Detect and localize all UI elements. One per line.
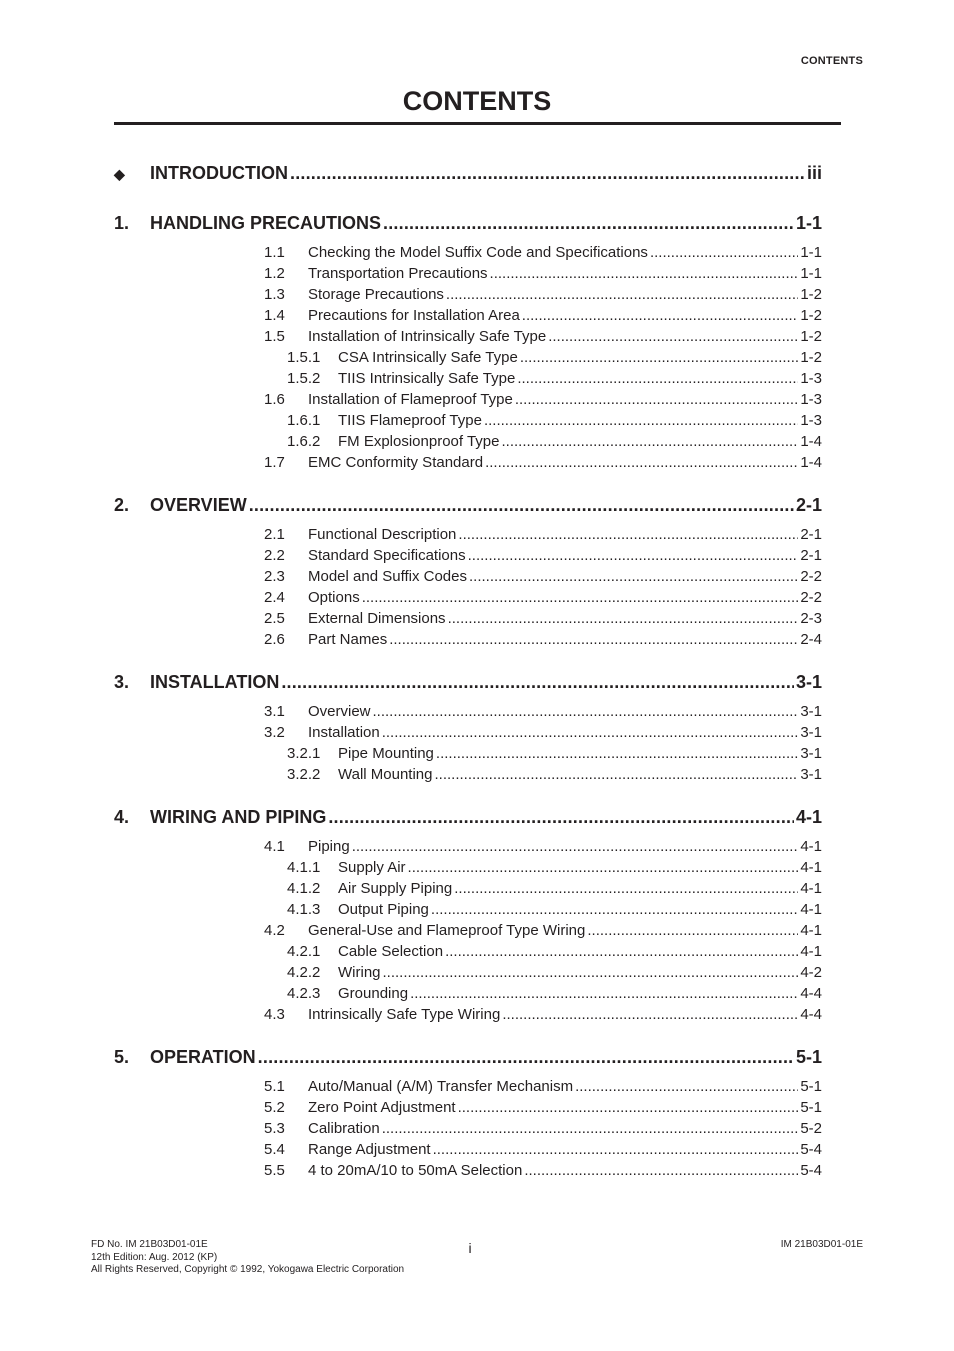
section-label: General-Use and Flameproof Type Wiring <box>308 922 586 939</box>
section-page: 3-1 <box>800 703 822 720</box>
toc-section-entry[interactable] <box>264 244 822 261</box>
section-page: 1-2 <box>800 349 822 366</box>
section-number: 2.3 <box>264 568 285 585</box>
section-label: Storage Precautions <box>308 286 444 303</box>
section-number: 3.1 <box>264 703 285 720</box>
toc-section-entry[interactable] <box>287 433 822 450</box>
section-page: 5-2 <box>800 1120 822 1137</box>
section-label: Pipe Mounting <box>338 745 434 762</box>
toc-section-entry[interactable] <box>264 1099 822 1116</box>
leader-dots <box>290 163 805 184</box>
page-title: CONTENTS <box>402 86 552 116</box>
leader-dots <box>383 213 794 234</box>
section-label: Wall Mounting <box>338 766 433 783</box>
section-number: 1.5.2 <box>287 370 321 387</box>
toc-section-entry[interactable] <box>287 766 822 783</box>
leader-dots <box>258 1047 794 1068</box>
section-number: 5.2 <box>264 1099 285 1116</box>
section-label: Supply Air <box>338 859 406 876</box>
chapter-number: 2. <box>114 495 130 515</box>
diamond-bullet-icon: ◆ <box>114 166 125 182</box>
section-label: Transportation Precautions <box>308 265 488 282</box>
section-number: 4.2.2 <box>287 964 321 981</box>
section-page: 1-2 <box>800 328 822 345</box>
section-label: Precautions for Installation Area <box>308 307 520 324</box>
section-number: 4.1.1 <box>287 859 321 876</box>
section-label: Air Supply Piping <box>338 880 453 897</box>
chapter-number: 5. <box>114 1047 130 1067</box>
section-number: 5.1 <box>264 1078 285 1095</box>
section-number: 1.7 <box>264 454 285 471</box>
section-number: 4.2 <box>264 922 285 939</box>
section-number: 4.1.3 <box>287 901 321 918</box>
leader-dots <box>445 943 798 960</box>
section-page: 4-4 <box>800 1006 822 1023</box>
section-page: 4-1 <box>800 943 822 960</box>
leader-dots <box>501 433 798 450</box>
toc-chapter-4[interactable] <box>114 807 822 828</box>
section-label: Standard Specifications <box>308 547 466 564</box>
leader-dots <box>458 526 798 543</box>
section-page: 3-1 <box>800 745 822 762</box>
toc-section-entry[interactable] <box>264 568 822 585</box>
section-number: 3.2 <box>264 724 285 741</box>
toc-section-entry[interactable] <box>264 610 822 627</box>
section-label: Installation of Intrinsically Safe Type <box>308 328 547 345</box>
section-number: 4.1.2 <box>287 880 321 897</box>
section-page: 2-1 <box>800 547 822 564</box>
section-page: 1-4 <box>800 454 822 471</box>
section-label: Overview <box>308 703 371 720</box>
leader-dots <box>587 922 798 939</box>
page-number: i <box>468 1240 472 1256</box>
section-page: 2-3 <box>800 610 822 627</box>
section-number: 1.6 <box>264 391 285 408</box>
leader-dots <box>431 901 798 918</box>
section-number: 2.1 <box>264 526 285 543</box>
toc-section-entry[interactable] <box>264 724 822 741</box>
section-page: 4-1 <box>800 901 822 918</box>
chapter-label: INSTALLATION <box>150 672 280 692</box>
leader-dots <box>383 964 799 981</box>
toc-section-entry[interactable] <box>287 880 822 897</box>
toc-section-entry[interactable] <box>264 454 822 471</box>
chapter-number: 4. <box>114 807 130 827</box>
toc-section-entry[interactable] <box>264 631 822 648</box>
section-number: 2.4 <box>264 589 285 606</box>
toc-chapter-3[interactable] <box>114 672 822 693</box>
leader-dots <box>458 1099 799 1116</box>
section-page: 1-3 <box>800 391 822 408</box>
toc-section-entry[interactable] <box>264 1006 822 1023</box>
toc-section-entry[interactable] <box>287 349 822 366</box>
section-number: 2.5 <box>264 610 285 627</box>
leader-dots <box>490 265 799 282</box>
toc-section-entry[interactable] <box>264 526 822 543</box>
chapter-page: 4-1 <box>795 807 822 827</box>
section-page: 4-1 <box>800 838 822 855</box>
title-rule <box>114 122 841 125</box>
section-label: TIIS Flameproof Type <box>338 412 482 429</box>
toc-section-entry[interactable] <box>264 328 822 345</box>
section-number: 4.1 <box>264 838 285 855</box>
chapter-number: 1. <box>114 213 130 233</box>
leader-dots <box>362 589 799 606</box>
leader-dots <box>281 672 794 693</box>
leader-dots <box>515 391 798 408</box>
toc-entry-page: iii <box>806 163 822 183</box>
section-label: Part Names <box>308 631 388 648</box>
leader-dots <box>382 1120 799 1137</box>
leader-dots <box>408 859 799 876</box>
section-label: Checking the Model Suffix Code and Specifications <box>308 244 648 261</box>
section-number: 5.3 <box>264 1120 285 1137</box>
edition: 12th Edition: Aug. 2012 (KP) <box>91 1251 218 1263</box>
leader-dots <box>517 370 798 387</box>
chapter-number: 3. <box>114 672 130 692</box>
section-number: 4.3 <box>264 1006 285 1023</box>
toc-section-entry[interactable] <box>264 589 822 606</box>
toc-section-entry[interactable] <box>287 901 822 918</box>
section-number: 1.6.2 <box>287 433 321 450</box>
toc-section-entry[interactable] <box>264 1078 822 1095</box>
toc-section-entry[interactable] <box>264 703 822 720</box>
section-page: 5-1 <box>800 1099 822 1116</box>
toc-section-entry[interactable] <box>264 1120 822 1137</box>
section-number: 2.2 <box>264 547 285 564</box>
running-header: CONTENTS <box>800 55 863 67</box>
section-label: Wiring <box>338 964 381 981</box>
chapter-label: HANDLING PRECAUTIONS <box>150 213 382 233</box>
toc-section-entry[interactable] <box>287 370 822 387</box>
chapter-label: WIRING AND PIPING <box>150 807 327 827</box>
section-number: 2.6 <box>264 631 285 648</box>
section-label: Installation <box>308 724 380 741</box>
toc-entry-introduction[interactable] <box>114 163 822 184</box>
section-page: 1-1 <box>800 244 822 261</box>
leader-dots <box>328 807 794 828</box>
section-label: Calibration <box>308 1120 380 1137</box>
toc-section-entry[interactable] <box>264 307 822 324</box>
toc-section-entry[interactable] <box>264 922 822 939</box>
toc-section-entry[interactable] <box>264 1162 822 1179</box>
section-page: 4-1 <box>800 859 822 876</box>
leader-dots <box>524 1162 798 1179</box>
leader-dots <box>410 985 798 1002</box>
section-label: Grounding <box>338 985 409 1002</box>
section-number: 1.3 <box>264 286 285 303</box>
section-page: 1-3 <box>800 412 822 429</box>
toc-chapter-1[interactable] <box>114 213 822 234</box>
section-page: 1-3 <box>800 370 822 387</box>
section-number: 4.2.3 <box>287 985 321 1002</box>
chapter-page: 5-1 <box>795 1047 822 1067</box>
leader-dots <box>434 766 798 783</box>
section-page: 2-4 <box>800 631 822 648</box>
section-label: CSA Intrinsically Safe Type <box>338 349 518 366</box>
section-number: 1.6.1 <box>287 412 321 429</box>
toc-section-entry[interactable] <box>264 838 822 855</box>
section-label: Auto/Manual (A/M) Transfer Mechanism <box>308 1078 574 1095</box>
toc-section-entry[interactable] <box>287 859 822 876</box>
section-page: 5-1 <box>800 1078 822 1095</box>
leader-dots <box>352 838 799 855</box>
toc-entry-label: INTRODUCTION <box>150 163 288 183</box>
section-page: 1-2 <box>800 307 822 324</box>
copyright: All Rights Reserved, Copyright © 1992, Yokogawa Electric Corporation <box>91 1264 405 1275</box>
leader-dots <box>548 328 798 345</box>
section-label: Zero Point Adjustment <box>308 1099 456 1116</box>
section-label: Options <box>308 589 360 606</box>
leader-dots <box>469 568 798 585</box>
section-label: EMC Conformity Standard <box>308 454 484 471</box>
toc-chapter-5[interactable] <box>114 1047 822 1068</box>
section-label: External Dimensions <box>308 610 446 627</box>
section-page: 4-1 <box>800 922 822 939</box>
toc-section-entry[interactable] <box>264 547 822 564</box>
section-label: FM Explosionproof Type <box>338 433 500 450</box>
leader-dots <box>575 1078 798 1095</box>
section-label: TIIS Intrinsically Safe Type <box>338 370 516 387</box>
section-page: 4-4 <box>800 985 822 1002</box>
section-page: 2-2 <box>800 589 822 606</box>
leader-dots <box>520 349 799 366</box>
chapter-page: 2-1 <box>795 495 822 515</box>
section-number: 1.4 <box>264 307 285 324</box>
chapter-label: OVERVIEW <box>150 495 247 515</box>
leader-dots <box>454 880 798 897</box>
fd-number: FD No. IM 21B03D01-01E <box>91 1239 208 1250</box>
toc-section-entry[interactable] <box>264 1141 822 1158</box>
leader-dots <box>382 724 799 741</box>
section-number: 1.2 <box>264 265 285 282</box>
leader-dots <box>446 286 798 303</box>
leader-dots <box>433 1141 799 1158</box>
section-label: Installation of Flameproof Type <box>308 391 513 408</box>
section-page: 2-2 <box>800 568 822 585</box>
section-label: Model and Suffix Codes <box>308 568 467 585</box>
chapter-label: OPERATION <box>150 1047 256 1067</box>
leader-dots <box>522 307 799 324</box>
section-page: 3-1 <box>800 724 822 741</box>
section-number: 4.2.1 <box>287 943 321 960</box>
leader-dots <box>484 412 798 429</box>
toc-section-entry[interactable] <box>264 265 822 282</box>
leader-dots <box>650 244 798 261</box>
leader-dots <box>436 745 798 762</box>
chapter-page: 1-1 <box>795 213 822 233</box>
section-label: Cable Selection <box>338 943 444 960</box>
section-number: 3.2.1 <box>287 745 321 762</box>
section-page: 3-1 <box>800 766 822 783</box>
section-page: 5-4 <box>800 1141 822 1158</box>
document-id: IM 21B03D01-01E <box>780 1239 863 1250</box>
section-number: 3.2.2 <box>287 766 321 783</box>
toc-section-entry[interactable] <box>287 745 822 762</box>
section-page: 4-1 <box>800 880 822 897</box>
section-page: 1-2 <box>800 286 822 303</box>
leader-dots <box>373 703 799 720</box>
leader-dots <box>502 1006 798 1023</box>
leader-dots <box>249 495 794 516</box>
toc-section-entry[interactable] <box>287 985 822 1002</box>
chapter-page: 3-1 <box>795 672 822 692</box>
toc-section-entry[interactable] <box>264 286 822 303</box>
section-number: 1.5 <box>264 328 285 345</box>
section-page: 2-1 <box>800 526 822 543</box>
leader-dots <box>389 631 798 648</box>
section-label: 4 to 20mA/10 to 50mA Selection <box>308 1162 523 1179</box>
section-label: Functional Description <box>308 526 457 543</box>
section-page: 1-4 <box>800 433 822 450</box>
section-number: 5.5 <box>264 1162 285 1179</box>
toc-section-entry[interactable] <box>287 943 822 960</box>
section-page: 4-2 <box>800 964 822 981</box>
leader-dots <box>468 547 799 564</box>
section-number: 1.1 <box>264 244 285 261</box>
leader-dots <box>448 610 799 627</box>
section-label: Output Piping <box>338 901 429 918</box>
section-number: 1.5.1 <box>287 349 321 366</box>
section-label: Range Adjustment <box>308 1141 431 1158</box>
toc-section-entry[interactable] <box>287 964 822 981</box>
section-label: Piping <box>308 838 350 855</box>
section-page: 1-1 <box>800 265 822 282</box>
toc-section-entry[interactable] <box>287 412 822 429</box>
section-page: 5-4 <box>800 1162 822 1179</box>
leader-dots <box>485 454 798 471</box>
section-number: 5.4 <box>264 1141 285 1158</box>
section-label: Intrinsically Safe Type Wiring <box>308 1006 501 1023</box>
toc-section-entry[interactable] <box>264 391 822 408</box>
toc-chapter-2[interactable] <box>114 495 822 516</box>
